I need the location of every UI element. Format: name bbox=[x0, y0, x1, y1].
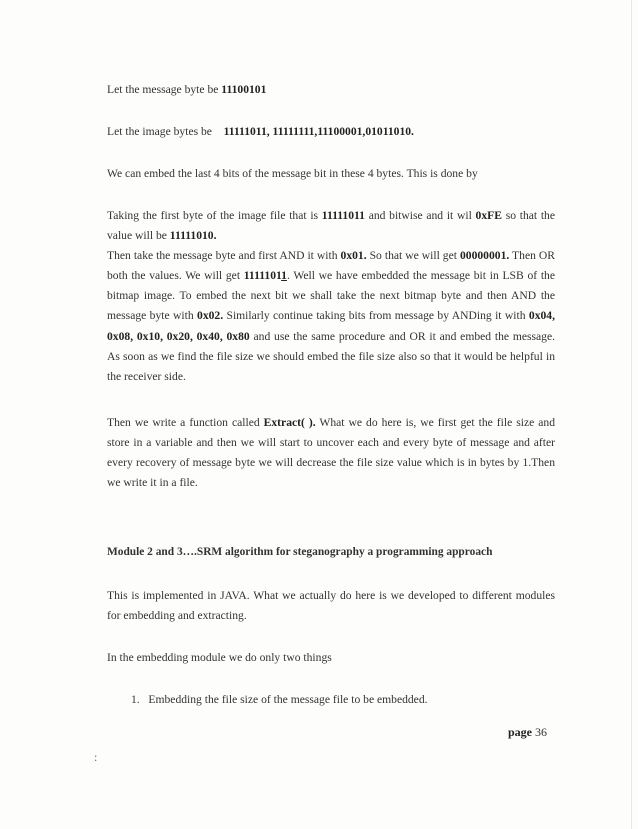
embed-intro-line: We can embed the last 4 bits of the message bit in these 4 bytes. This is done by bbox=[107, 167, 478, 180]
footer-mark: : bbox=[94, 750, 98, 764]
section-heading: Module 2 and 3….SRM algorithm for steganography a programming approach bbox=[107, 546, 493, 558]
java-paragraph: This is implemented in JAVA. What we actually do here is we developed to different modules for embedding and extracting. bbox=[107, 589, 555, 623]
message-byte-value: 11100101 bbox=[221, 83, 267, 96]
image-bytes-line: Let the image bytes be 11111011, 11111111,11100001,01011010. bbox=[107, 125, 414, 138]
page-number: page 36 bbox=[508, 725, 547, 739]
image-bytes-value: 11111011, 11111111,11100001,01011010. bbox=[223, 125, 414, 138]
embedding-paragraph: Taking the first byte of the image file that is 11111011 and bitwise and it wil 0xFE so that the value will be 11111010. Then take the message byte and first AND it with 0x01. So that we will get 00000001. Then OR both the values. We will get 11111011. Well we have embedded the message bit in LSB of the bitmap image. To embed the next bit we shall take the next bitmap byte and then AND the message byte with 0x02. Similarly continue taking bits from message by ANDing it with 0x04, 0x08, 0x10, 0x20, 0x40, 0x80 and use the same procedure and OR it and embed the message. As soon as we find the file size we should embed the file size also so that it would be helpful in the receiver side. bbox=[107, 209, 556, 383]
list-item: 1. Embedding the file size of the message file to be embedded. bbox=[131, 693, 428, 706]
extract-paragraph: Then we write a function called Extract( ). What we do here is, we first get the file size and store in a variable and then we will start to uncover each and every byte of message and after every recovery of message byte we will decrease the file size value which is in bytes by 1.Then we write it in a file. bbox=[107, 416, 556, 490]
page-edge-divider bbox=[631, 0, 632, 829]
embedding-module-line: In the embedding module we do only two things bbox=[107, 651, 332, 664]
message-byte-line: Let the message byte be 11100101 bbox=[107, 83, 267, 96]
